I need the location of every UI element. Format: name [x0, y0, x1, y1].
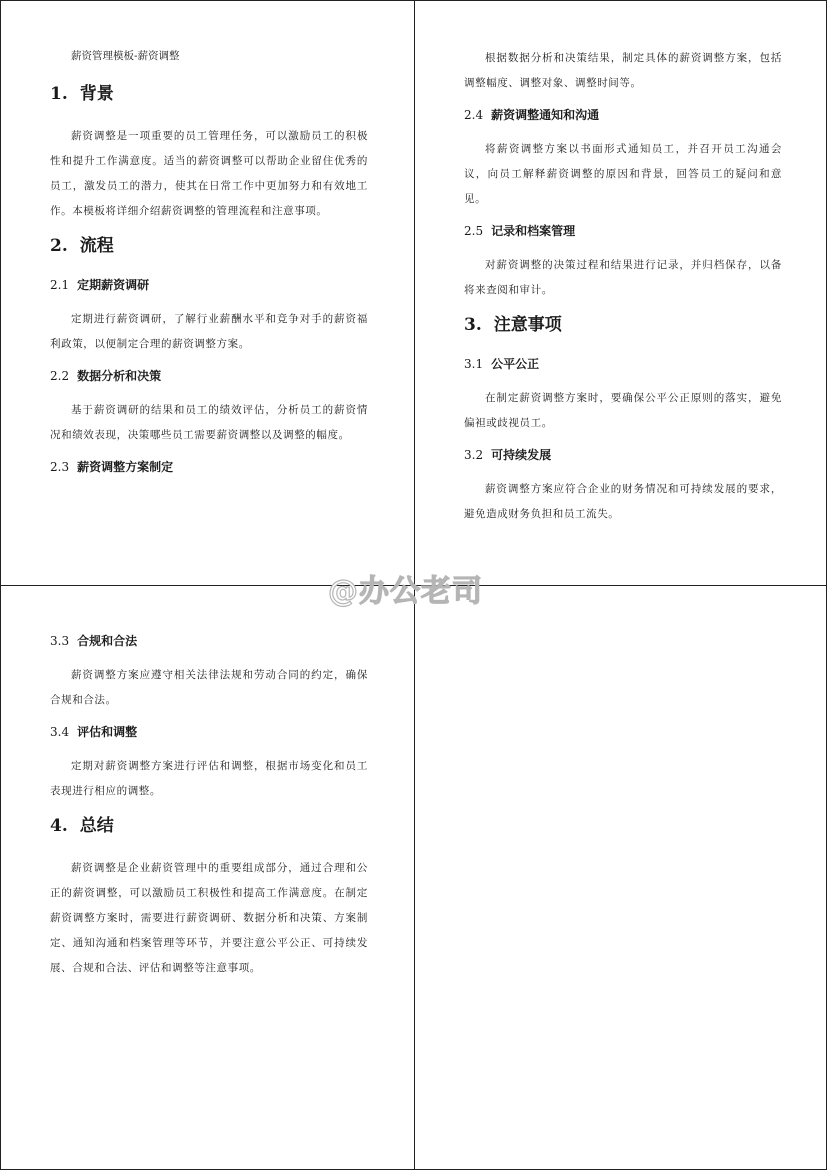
subheading-text: 合规和合法: [77, 634, 138, 648]
paragraph-3-1: 在制定薪资调整方案时，要确保公平公正原则的落实，避免偏袒或歧视员工。: [464, 392, 782, 429]
subheading-number: 3.2: [464, 448, 484, 462]
subheading-text: 数据分析和决策: [77, 369, 162, 383]
paragraph-2-5: 对薪资调整的决策过程和结果进行记录，并归档保存，以备将来查阅和审计。: [464, 259, 782, 296]
subheading-text: 薪资调整通知和沟通: [491, 108, 600, 122]
paragraph-3-4: 定期对薪资调整方案进行评估和调整，根据市场变化和员工表现进行相应的调整。: [50, 760, 368, 797]
heading-number: 4.: [50, 816, 68, 836]
watermark-text: @办公老司: [328, 574, 483, 609]
heading-number: 1.: [50, 84, 68, 104]
subheading-3-2: [464, 446, 782, 464]
page-top-left: [50, 46, 368, 489]
subheading-number: 3.4: [50, 725, 70, 739]
subheading-2-5: [464, 222, 782, 240]
subheading-number: 2.4: [464, 108, 484, 122]
subheading-text: 记录和档案管理: [491, 224, 576, 238]
subheading-3-1: [464, 355, 782, 373]
subheading-2-3: [50, 458, 368, 476]
subheading-3-3: [50, 632, 368, 650]
subheading-number: 3.1: [464, 357, 484, 371]
subheading-2-4: [464, 106, 782, 124]
paragraph-2-4: 将薪资调整方案以书面形式通知员工，并召开员工沟通会议，向员工解释薪资调整的原因和背景，回答员工的疑问和意见。: [464, 143, 782, 205]
heading-process: [50, 234, 368, 258]
subheading-text: 可持续发展: [491, 448, 552, 462]
paragraph-summary: 薪资调整是企业薪资管理中的重要组成部分，通过合理和公正的薪资调整，可以激励员工积极性和提高工作满意度。在制定薪资调整方案时，需要进行薪资调研、数据分析和决策、方案制定、通知沟通和档案管理等环节，并要注意公平公正、可持续发展、合规和合法、评估和调整等注意事项。: [50, 862, 368, 974]
heading-text: 流程: [79, 236, 114, 256]
subheading-number: 3.3: [50, 634, 70, 648]
subheading-number: 2.3: [50, 460, 70, 474]
heading-number: 3.: [464, 315, 482, 335]
page-bottom-left: [50, 632, 368, 991]
subheading-text: 评估和调整: [77, 725, 138, 739]
subheading-number: 2.2: [50, 369, 70, 383]
heading-background: [50, 82, 368, 106]
paragraph-3-3: 薪资调整方案应遵守相关法律法规和劳动合同的约定，确保合规和合法。: [50, 669, 368, 706]
subheading-number: 2.1: [50, 278, 70, 292]
heading-text: 总结: [79, 816, 114, 836]
subheading-2-1: [50, 276, 368, 294]
subheading-text: 薪资调整方案制定: [77, 460, 174, 474]
subheading-text: 定期薪资调研: [77, 278, 150, 292]
heading-number: 2.: [50, 236, 68, 256]
paragraph-2-3: 根据数据分析和决策结果，制定具体的薪资调整方案，包括调整幅度、调整对象、调整时间等。: [464, 52, 782, 89]
heading-text: 背景: [79, 84, 114, 104]
subheading-number: 2.5: [464, 224, 484, 238]
subheading-text: 公平公正: [491, 357, 540, 371]
heading-notes: [464, 313, 782, 337]
paragraph-3-2: 薪资调整方案应符合企业的财务情况和可持续发展的要求，避免造成财务负担和员工流失。: [464, 483, 782, 520]
heading-text: 注意事项: [493, 315, 562, 335]
subheading-3-4: [50, 723, 368, 741]
document-title: 薪资管理模板-薪资调整: [71, 50, 180, 62]
page-top-right: [464, 46, 782, 537]
paragraph-background: 薪资调整是一项重要的员工管理任务，可以激励员工的积极性和提升工作满意度。适当的薪资调整可以帮助企业留住优秀的员工，激发员工的潜力，使其在日常工作中更加努力和有效地工作。本模板将详细介绍薪资调整的管理流程和注意事项。: [50, 130, 368, 217]
subheading-2-2: [50, 367, 368, 385]
paragraph-2-2: 基于薪资调研的结果和员工的绩效评估，分析员工的薪资情况和绩效表现，决策哪些员工需要薪资调整以及调整的幅度。: [50, 404, 368, 441]
heading-summary: [50, 814, 368, 838]
paragraph-2-1: 定期进行薪资调研，了解行业薪酬水平和竞争对手的薪资福利政策，以便制定合理的薪资调整方案。: [50, 313, 368, 350]
